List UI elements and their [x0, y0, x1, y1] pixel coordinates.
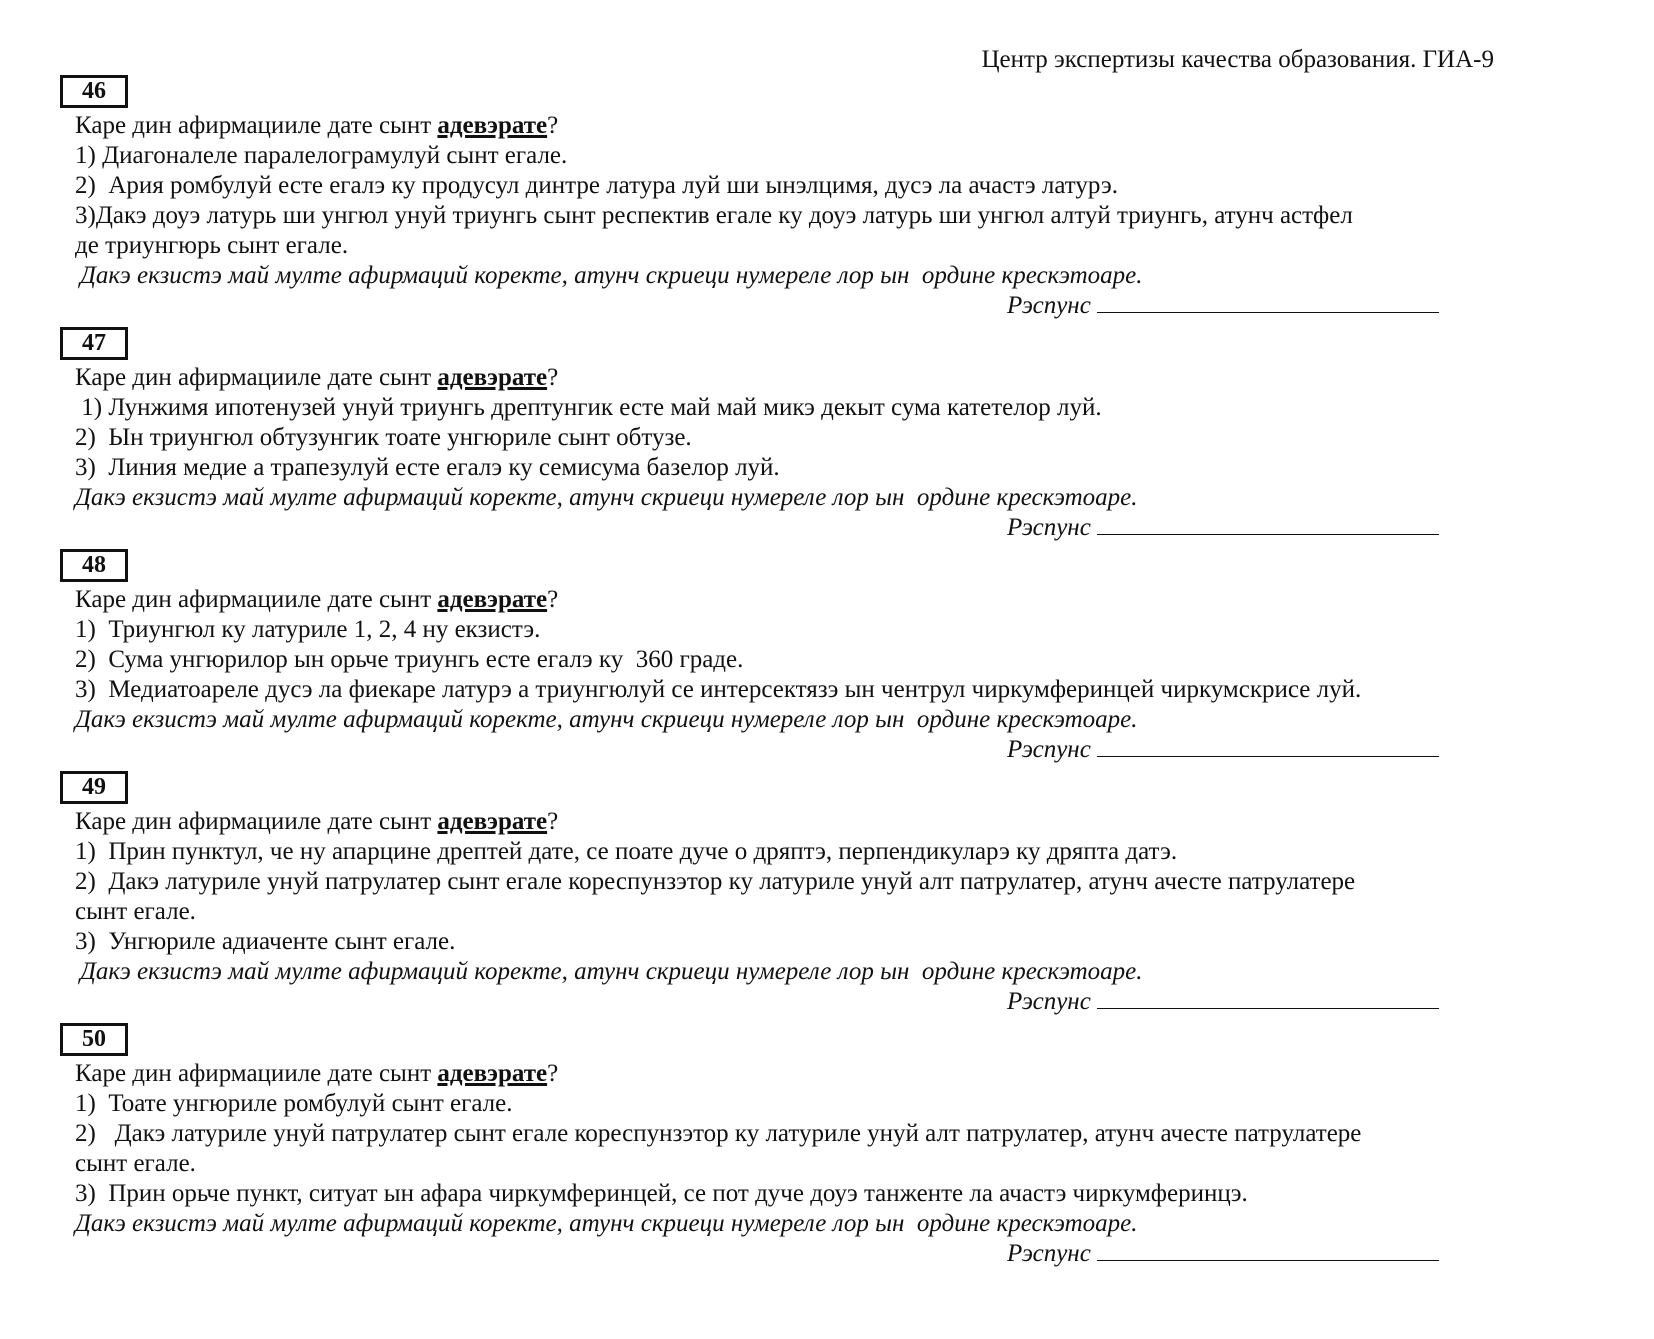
prompt-emphasis: адевэрате — [437, 808, 548, 835]
statement-line: 1) Лунжимя ипотенузей унуй триунгь дрептунгик есте май май микэ декыт сума катетелор луй. — [75, 394, 1102, 421]
prompt-suffix: ? — [547, 586, 559, 613]
statement-line: сынт егале. — [75, 1150, 196, 1177]
statement-line: 3) Унгюриле адиаченте сынт егале. — [75, 928, 456, 955]
prompt-suffix: ? — [547, 1060, 559, 1087]
instruction-text: Дакэ екзистэ май мулте афирмаций коректе, атунч скриеци нумереле лор ын ордине крескэтоаре. — [75, 706, 1138, 733]
answer-row — [1007, 513, 1439, 543]
statement-line: 2) Дакэ латуриле унуй патрулатер сынт егале кореспунзэтор ку латуриле унуй алт патрулатер, атунч ачесте патрулатере — [75, 1120, 1362, 1147]
answer-field[interactable] — [1097, 292, 1439, 313]
answer-row — [1007, 291, 1439, 321]
statement-line: 1) Прин пунктул, че ну апарцине дрептей дате, се поате дуче о дряптэ, перпендикуларэ ку дряпта датэ. — [75, 838, 1178, 865]
answer-field[interactable] — [1097, 736, 1439, 757]
question-prompt — [75, 1059, 558, 1089]
statement-line: сынт егале. — [75, 898, 196, 925]
question-prompt — [75, 807, 558, 837]
statement-line: 2) Сума унгюрилор ын орьче триунгь есте егалэ ку 360 граде. — [75, 646, 744, 673]
instruction-text: Дакэ екзистэ май мулте афирмаций коректе, атунч скриеци нумереле лор ын ордине крескэтоаре. — [75, 484, 1138, 511]
question-prompt — [75, 363, 558, 393]
prompt-emphasis: адевэрате — [437, 364, 548, 391]
instruction-text: Дакэ екзистэ май мулте афирмаций коректе, атунч скриеци нумереле лор ын ордине крескэтоаре. — [80, 262, 1143, 289]
statement-line: 3) Линия медие а трапезулуй есте егалэ ку семисума базелор луй. — [75, 454, 780, 481]
answer-label: Рэспунс — [1007, 988, 1091, 1015]
question-number-box: 47 — [60, 327, 128, 360]
prompt-text: Каре дин афирмацииле дате сынт — [75, 112, 438, 139]
question-number-box: 50 — [60, 1023, 128, 1056]
prompt-suffix: ? — [547, 808, 559, 835]
statement-line: 2) Ын триунгюл обтузунгик тоате унгюриле сынт обтузе. — [75, 424, 692, 451]
statement-line: 2) Ария ромбулуй есте егалэ ку продусул динтре латура луй ши ынэлцимя, дусэ ла ачастэ латурэ. — [75, 172, 1118, 199]
statement-line: 3)Дакэ доуэ латурь ши унгюл унуй триунгь сынт респектив егале ку доуэ латурь ши унгюл алтуй триунгь, атунч астфел — [75, 202, 1353, 229]
statement-line: 1) Диагоналеле паралелограмулуй сынт егале. — [75, 142, 568, 169]
prompt-suffix: ? — [547, 364, 559, 391]
statement-line: 2) Дакэ латуриле унуй патрулатер сынт егале кореспунзэтор ку латуриле унуй алт патрулатер, атунч ачесте патрулатере — [75, 868, 1356, 895]
answer-field[interactable] — [1097, 1240, 1439, 1261]
statement-line: 1) Тоате унгюриле ромбулуй сынт егале. — [75, 1090, 513, 1117]
answer-row — [1007, 735, 1439, 765]
prompt-emphasis: адевэрате — [437, 1060, 548, 1087]
prompt-emphasis: адевэрате — [437, 586, 548, 613]
prompt-suffix: ? — [547, 112, 559, 139]
statement-line: 3) Прин орьче пункт, ситуат ын афара чиркумферинцей, се пот дуче доуэ танженте ла ачастэ чиркумферинцэ. — [75, 1180, 1248, 1207]
instruction-text: Дакэ екзистэ май мулте афирмаций коректе, атунч скриеци нумереле лор ын ордине крескэтоаре. — [80, 958, 1143, 985]
prompt-text: Каре дин афирмацииле дате сынт — [75, 586, 438, 613]
prompt-emphasis: адевэрате — [437, 112, 548, 139]
prompt-text: Каре дин афирмацииле дате сынт — [75, 364, 438, 391]
statement-line: 1) Триунгюл ку латуриле 1, 2, 4 ну екзистэ. — [75, 616, 541, 643]
answer-label: Рэспунс — [1007, 1240, 1091, 1267]
question-number-box: 49 — [60, 771, 128, 804]
question-prompt — [75, 585, 558, 615]
question-number-box: 46 — [60, 75, 128, 108]
answer-field[interactable] — [1097, 988, 1439, 1009]
question-number-box: 48 — [60, 549, 128, 582]
answer-label: Рэспунс — [1007, 292, 1091, 319]
answer-field[interactable] — [1097, 514, 1439, 535]
question-prompt — [75, 111, 558, 141]
page-header: Центр экспертизы качества образования. ГИА-9 — [981, 46, 1494, 73]
instruction-text: Дакэ екзистэ май мулте афирмаций коректе, атунч скриеци нумереле лор ын ордине крескэтоаре. — [75, 1210, 1138, 1237]
statement-line: де триунгюрь сынт егале. — [75, 232, 349, 259]
answer-label: Рэспунс — [1007, 736, 1091, 763]
prompt-text: Каре дин афирмацииле дате сынт — [75, 808, 438, 835]
answer-row — [1007, 1239, 1439, 1269]
prompt-text: Каре дин афирмацииле дате сынт — [75, 1060, 438, 1087]
answer-row — [1007, 987, 1439, 1017]
statement-line: 3) Медиатоареле дусэ ла фиекаре латурэ а триунгюлуй се интерсектязэ ын чентрул чиркумферинцей чиркумскрисе луй. — [75, 676, 1362, 703]
answer-label: Рэспунс — [1007, 514, 1091, 541]
